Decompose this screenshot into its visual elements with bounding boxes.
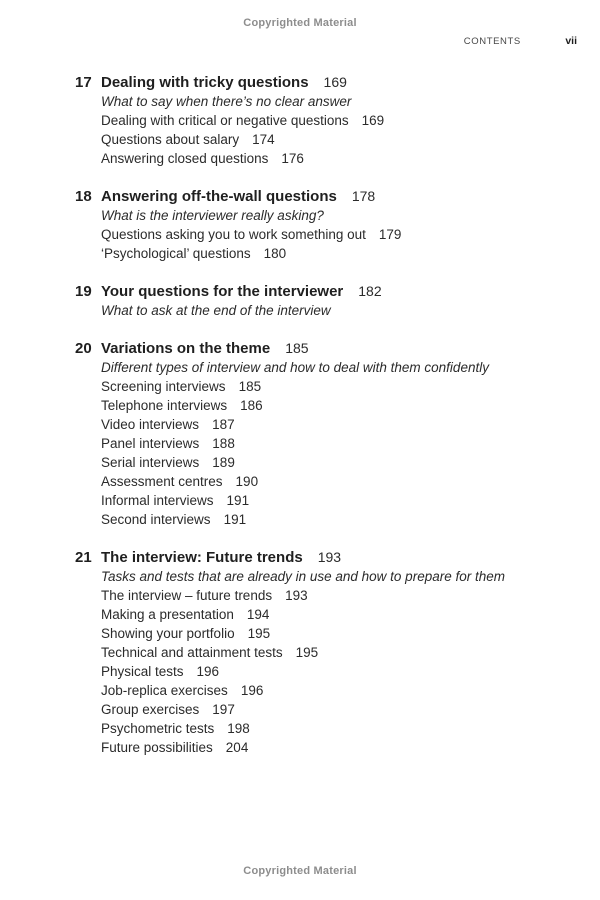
running-head-title: CONTENTS — [463, 36, 521, 47]
toc-entry-page: 195 — [247, 626, 271, 641]
toc-entry — [75, 377, 600, 396]
toc-entry — [75, 586, 600, 605]
toc-entry-page: 195 — [295, 645, 319, 660]
chapter-number: 20 — [75, 340, 92, 357]
toc-entry-page: 196 — [240, 683, 264, 698]
bottom-copyright-notice: Copyrighted Material — [243, 865, 357, 877]
toc-chapter-20 — [0, 339, 600, 529]
toc-entry-page: 204 — [225, 740, 249, 755]
toc-entry-page: 188 — [212, 436, 235, 451]
chapter-number: 17 — [75, 74, 92, 91]
chapter-page-number: 193 — [317, 549, 342, 565]
chapter-number: 19 — [75, 283, 92, 300]
toc-entry-page: 185 — [238, 379, 262, 394]
toc-entry-page: 189 — [212, 455, 235, 470]
toc-entry-page: 190 — [235, 474, 259, 489]
toc-entry-label: Group exercises — [101, 702, 200, 717]
chapter-heading — [75, 187, 600, 206]
toc-entry-label: Psychometric tests — [101, 721, 215, 736]
toc-entry — [75, 510, 600, 529]
chapter-subtitle: What to ask at the end of the interview — [101, 303, 331, 318]
toc-entry — [75, 662, 600, 681]
toc-entry-label: Future possibilities — [101, 740, 213, 755]
toc-entry — [75, 111, 600, 130]
toc-entry-label: Dealing with critical or negative questions — [101, 113, 349, 128]
running-head — [464, 31, 577, 49]
toc-entry-label: Job-replica exercises — [101, 683, 228, 698]
chapter-subtitle: What is the interviewer really asking? — [101, 208, 324, 223]
chapter-heading — [75, 548, 600, 567]
toc-entry-label: ‘Psychological’ questions — [101, 246, 251, 261]
chapter-page-number: 182 — [358, 283, 382, 299]
chapter-page-number: 169 — [323, 74, 347, 90]
toc-entry-page: 198 — [227, 721, 250, 736]
page-number-folio: vii — [565, 35, 577, 47]
toc-entry-label: Assessment centres — [101, 474, 223, 489]
toc-entry-page: 196 — [196, 664, 220, 679]
table-of-contents — [0, 73, 600, 757]
chapter-page-number: 185 — [285, 340, 309, 356]
toc-entry — [75, 453, 600, 472]
toc-entry-page: 176 — [281, 151, 304, 166]
toc-entry-label: Questions asking you to work something out — [101, 227, 366, 242]
toc-entry-page: 186 — [240, 398, 263, 413]
toc-entry — [75, 738, 600, 757]
toc-entry-page: 191 — [223, 512, 247, 527]
toc-entry — [75, 491, 600, 510]
chapter-heading — [75, 73, 600, 92]
toc-entry-label: Telephone interviews — [101, 398, 228, 413]
chapter-heading — [75, 339, 600, 358]
toc-entry-label: Physical tests — [101, 664, 184, 679]
toc-entry-page: 193 — [285, 588, 308, 603]
top-copyright-notice: Copyrighted Material — [243, 17, 357, 29]
toc-entry-label: Second interviews — [101, 512, 211, 527]
toc-entry — [75, 605, 600, 624]
chapter-page-number: 178 — [351, 188, 376, 204]
toc-entry — [75, 130, 600, 149]
toc-entry-page: 191 — [226, 493, 250, 508]
toc-entry — [75, 719, 600, 738]
chapter-title: Answering off-the-wall questions — [101, 188, 337, 205]
toc-entry-label: Questions about salary — [101, 132, 240, 147]
toc-entry-label: Panel interviews — [101, 436, 200, 451]
toc-entry-label: Showing your portfolio — [101, 626, 235, 641]
toc-entry-label: The interview – future trends — [101, 588, 273, 603]
toc-entry — [75, 225, 600, 244]
toc-chapter-19 — [0, 282, 600, 320]
toc-entry — [75, 624, 600, 643]
toc-entry-label: Informal interviews — [101, 493, 214, 508]
chapter-number: 21 — [75, 549, 92, 566]
chapter-heading — [75, 282, 600, 301]
chapter-subtitle: What to say when there’s no clear answer — [101, 94, 352, 109]
toc-entry — [75, 149, 600, 168]
toc-entry — [75, 700, 600, 719]
toc-chapter-17 — [0, 73, 600, 168]
toc-entry-page: 179 — [378, 227, 402, 242]
toc-entry-label: Answering closed questions — [101, 151, 269, 166]
toc-entry-page: 169 — [361, 113, 385, 128]
toc-entry — [75, 396, 600, 415]
toc-entry — [75, 434, 600, 453]
chapter-title: Variations on the theme — [101, 340, 271, 357]
toc-entry — [75, 415, 600, 434]
toc-entry-page: 194 — [246, 607, 270, 622]
toc-chapter-21 — [0, 548, 600, 757]
toc-entry-label: Screening interviews — [101, 379, 226, 394]
toc-entry-page: 187 — [212, 417, 235, 432]
toc-entry-page: 197 — [212, 702, 235, 717]
toc-entry-label: Serial interviews — [101, 455, 200, 470]
toc-entry-page: 174 — [252, 132, 275, 147]
chapter-number: 18 — [75, 188, 92, 205]
toc-entry — [75, 244, 600, 263]
toc-entry — [75, 643, 600, 662]
chapter-title: Dealing with tricky questions — [101, 74, 309, 91]
toc-entry — [75, 681, 600, 700]
toc-entry-label: Video interviews — [101, 417, 200, 432]
toc-entry-label: Technical and attainment tests — [101, 645, 283, 660]
chapter-subtitle: Tasks and tests that are already in use and how to prepare for them — [101, 569, 505, 584]
chapter-subtitle: Different types of interview and how to deal with them confidently — [101, 360, 489, 375]
toc-entry-page: 180 — [263, 246, 287, 261]
chapter-title: The interview: Future trends — [101, 549, 303, 566]
toc-entry-label: Making a presentation — [101, 607, 234, 622]
chapter-title: Your questions for the interviewer — [101, 283, 344, 300]
toc-chapter-18 — [0, 187, 600, 263]
toc-entry — [75, 472, 600, 491]
